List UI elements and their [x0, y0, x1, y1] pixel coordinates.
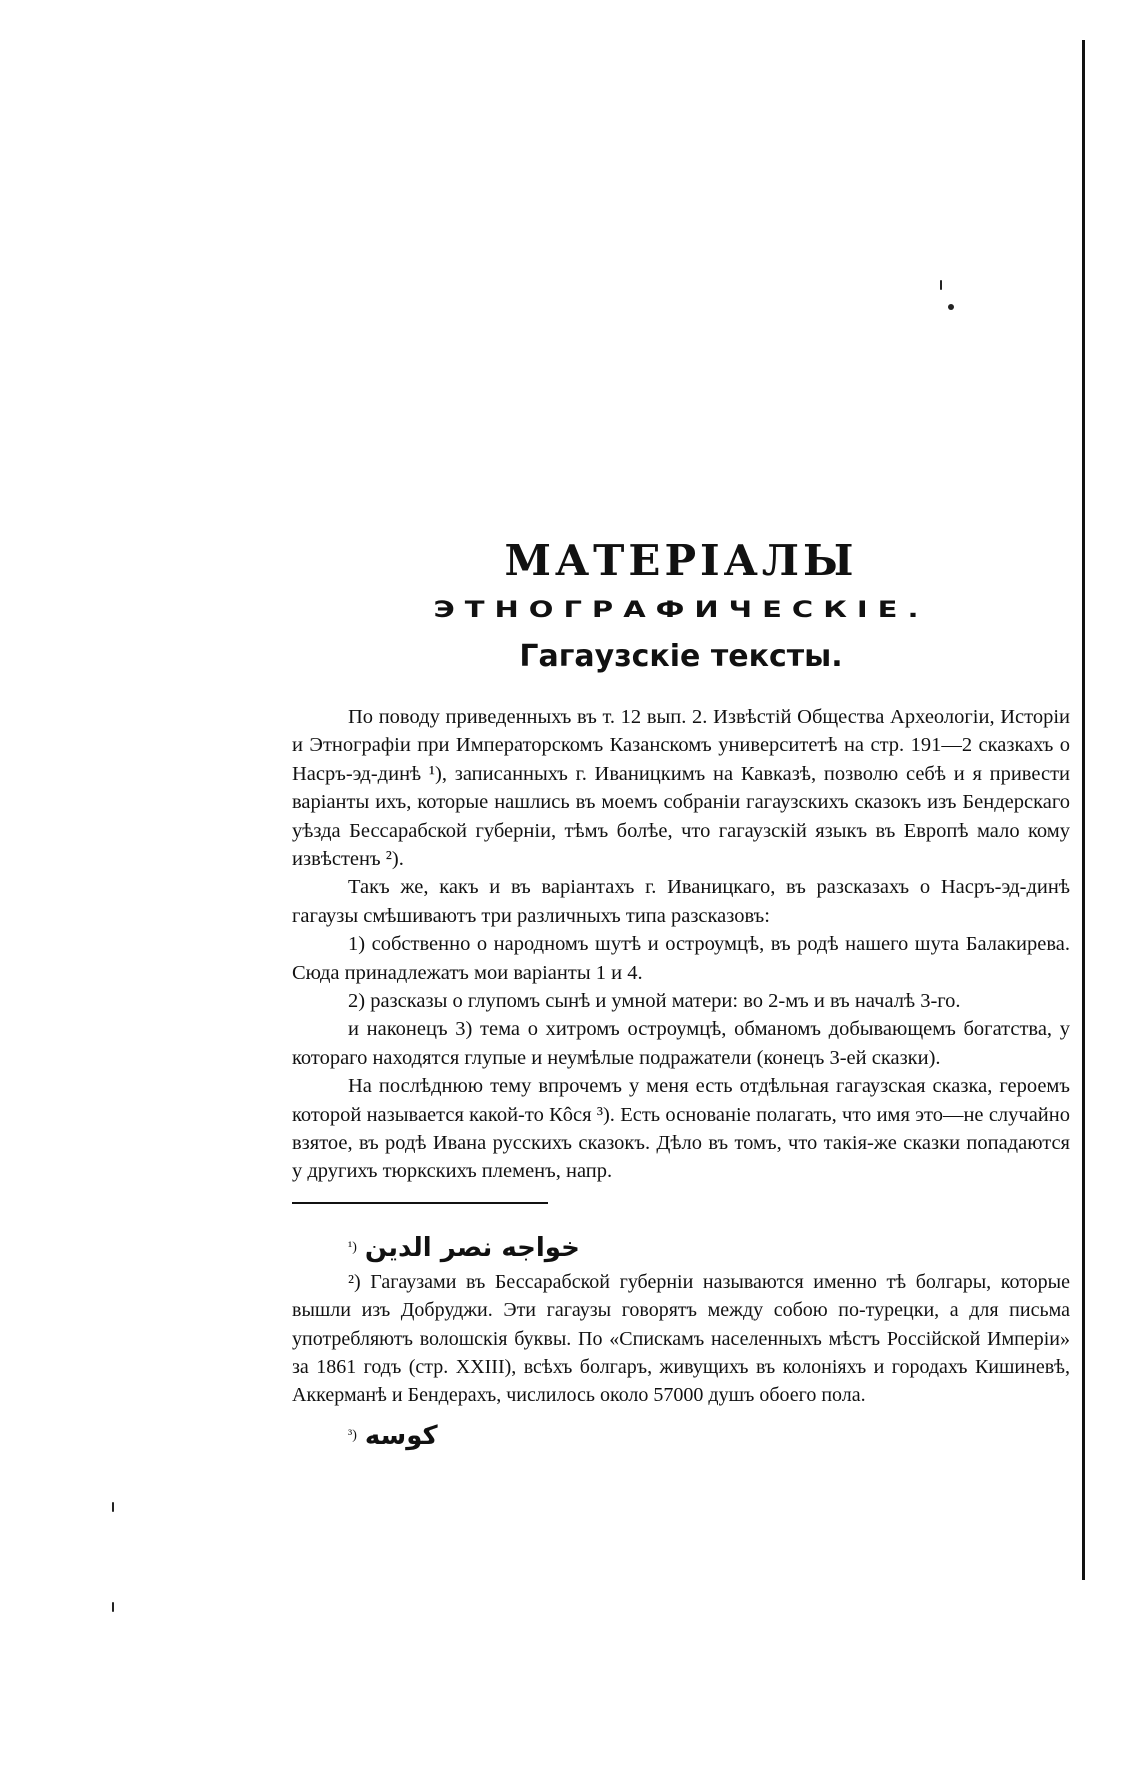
arabic-text: خواجه نصر الدين	[364, 1232, 580, 1263]
footnote-marker: ³)	[348, 1427, 357, 1443]
footnote-marker: ¹)	[348, 1239, 357, 1255]
body-text	[292, 703, 1070, 1186]
footnotes	[292, 1228, 1070, 1456]
paragraph: По поводу приведенныхъ въ т. 12 вып. 2. Извѣстій Общества Археологіи, Исторіи и Этнографіи при Императорскомъ Казанскомъ университетѣ на стр. 191—2 сказкахъ о Насръ-эд-динѣ ¹), записанныхъ г. Иваницкимъ на Кавказѣ, позволю себѣ и я привести варіанты ихъ, которые нашлись въ моемъ собраніи гагаузскихъ сказокъ изъ Бендерскаго уѣзда Бессарабской губерніи, тѣмъ болѣе, что гагаузскій языкъ въ Европѣ мало кому извѣстенъ ²).	[292, 705, 1070, 870]
footnote-divider	[292, 1202, 548, 1204]
scan-edge-line	[1082, 40, 1085, 1580]
page-subtitle: ЭТНОГРАФИЧЕСКІЕ.	[433, 595, 929, 623]
footnote-1	[292, 1228, 1070, 1268]
paragraph: и наконецъ 3) тема о хитромъ остроумцѣ, обманомъ добывающемъ богатства, у котораго находятся глупые и неумѣлые подражатели (конецъ 3-ей сказки).	[292, 1018, 1070, 1069]
paragraph: 1) собственно о народномъ шутѣ и остроумцѣ, въ родѣ нашего шута Балакирева. Сюда принадлежатъ мои варіанты 1 и 4.	[292, 933, 1070, 984]
page-title: МАТЕРІАЛЫ	[504, 536, 858, 585]
scan-speck	[948, 304, 954, 310]
section-heading: Гагаузскіе тексты.	[519, 638, 843, 674]
paragraph: На послѣднюю тему впрочемъ у меня есть отдѣльная гагаузская сказка, героемъ которой называется какой-то Кôся ³). Есть основаніе полагать, что имя это—не случайно взятое, въ родѣ Ивана русскихъ сказокъ. Дѣло въ томъ, что такія-же сказки попадаются у другихъ тюркскихъ племенъ, напр.	[292, 1075, 1070, 1183]
footnote-3	[292, 1416, 1070, 1456]
scan-speck	[112, 1602, 114, 1612]
footnote-2: ²) Гагаузами въ Бессарабской губерніи называются именно тѣ болгары, которые вышли изъ Добруджи. Эти гагаузы говорятъ между собою по-турецки, а для письма употребляютъ волошскія буквы. По «Спискамъ населенныхъ мѣстъ Россійской Имперіи» за 1861 годъ (стр. XXIII), всѣхъ болгаръ, живущихъ въ колоніяхъ и городахъ Кишиневѣ, Аккерманѣ и Бендерахъ, числилось около 57000 душъ обоего пола.	[292, 1270, 1070, 1407]
paragraph: Такъ же, какъ и въ варіантахъ г. Иваницкаго, въ разсказахъ о Насръ-эд-динѣ гагаузы смѣшиваютъ три различныхъ типа разсказовъ:	[292, 876, 1070, 927]
scan-speck	[940, 280, 942, 290]
paragraph: 2) разсказы о глупомъ сынѣ и умной матери: во 2-мъ и въ началѣ 3-го.	[348, 989, 961, 1012]
scan-speck	[112, 1502, 114, 1512]
document-page	[292, 536, 1070, 1456]
arabic-text: كوسه	[364, 1420, 438, 1451]
